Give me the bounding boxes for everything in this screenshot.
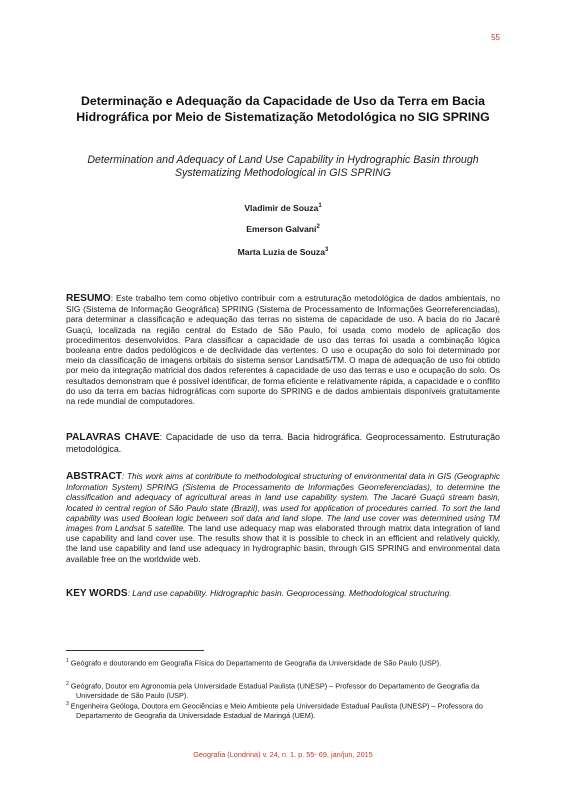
palavras-chave-text: : Capacidade de uso da terra. Bacia hidrográfica. Geoprocessamento. Estruturação metodológica. bbox=[66, 432, 500, 454]
author-name: Vladimir de Souza bbox=[244, 202, 319, 213]
keywords-label: KEY WORDS bbox=[66, 588, 128, 599]
footnote-marker: 2 bbox=[66, 681, 69, 687]
keywords-text: : Land use capability. Hidrographic basin. Geoprocessing. Methodological structuring. bbox=[127, 588, 452, 598]
author-footnote-ref: 3 bbox=[325, 247, 329, 253]
footnote-divider bbox=[66, 650, 204, 651]
footnote-1 bbox=[66, 657, 510, 668]
abstract-text-regular: The land use adequacy map was elaborated through matrix data integration of land use capability and land cover use. The results show that it is possible to check in an efficient and relatively quickly, the land use capability and land use adequacy in hydrographic basin, through GIS SPRING and environmental data available free on the worldwide web. bbox=[66, 523, 500, 564]
footnote-text: Engenheira Geóloga, Doutora em Geociências e Meio Ambiente pela Universidade Estadual Paulista (UNESP) – Professora do Departamento de Geografia da Universidade Estadual de Maringá (UEM). bbox=[68, 701, 483, 720]
resumo-text: : Este trabalho tem como objetivo contribuir com a estruturação metodológica de dados ambientais, no SIG (Sistema de Informação Geográfica) SPRING (Sistema de Processamento de Informações Georreferenciadas), para determinar a classificação e adequação das terras no sistema de capacidade de uso. A bacia do rio Jacaré Guaçú, localizada na região central do Estado de São Paulo, foi usada como modelo de aplicação dos procedimentos desenvolvidos. Para classificar a capacidade de uso das terras foi usada a combinação lógica booleana entre dados pedológicos e de declividade das vertentes. O uso e ocupação do solo foi determinado por meio da classificação de imagens orbitais do sistema sensor Landsat5/TM. O mapa de adequação de uso foi obtido por meio da integração matricial dos dados referentes à capacidade de uso das terras e uso e ocupação do solo. Os resultados demonstram que é possível identificar, de forma eficiente e relativamente rápida, a capacidade e o conflito do uso da terra em bacias hidrográficas com suporte do SPRING e de dados ambientais disponíveis gratuitamente na rede mundial de computadores. bbox=[66, 293, 500, 407]
author-name: Marta Luzia de Souza bbox=[237, 246, 326, 257]
abstract-text-italic: : This work aims at contribute to methodological structuring of environmental data in GIS (Geographic Information System) SPRING (Sistema de Processamento de Informações Georreferenciadas), to determine the classification and adequacy of agricultural areas in land use capability system. The Jacaré Guaçú stream basin, located in central region of São Paulo state (Brazil), was used for application of procedures carried. To sort the land capability was used Boolean logic between soil data and land slope. The land use cover was determined using TM images from Landsat 5 satellite. bbox=[66, 471, 500, 534]
footnote-marker: 1 bbox=[66, 658, 69, 664]
title-english: Determination and Adequacy of Land Use Capability in Hydrographic Basin through Systematizing Methodological in GIS SPRING bbox=[87, 154, 479, 179]
footnote-marker: 3 bbox=[66, 701, 69, 707]
author-1 bbox=[66, 201, 500, 214]
author-name: Emerson Galvani bbox=[246, 223, 317, 234]
author-footnote-ref: 1 bbox=[318, 203, 322, 209]
footnote-3 bbox=[66, 700, 510, 720]
palavras-chave-label: PALAVRAS CHAVE bbox=[66, 432, 160, 443]
journal-footer: Geografia (Londrina) v. 24, n. 1. p. 55- 69, jan/jun, 2015 bbox=[193, 750, 373, 759]
author-2 bbox=[66, 222, 500, 235]
title-portuguese: Determinação e Adequação da Capacidade de Uso da Terra em Bacia Hidrográfica por Meio de Sistematização Metodológica no SIG SPRING bbox=[76, 94, 490, 124]
author-footnote-ref: 2 bbox=[316, 224, 320, 230]
resumo-label: RESUMO bbox=[66, 293, 111, 304]
resumo-section bbox=[66, 293, 500, 406]
abstract-section bbox=[66, 471, 500, 564]
author-3 bbox=[66, 245, 500, 258]
page-number: 55 bbox=[491, 33, 500, 42]
abstract-label: ABSTRACT bbox=[66, 471, 123, 482]
keywords-section bbox=[66, 588, 500, 599]
footnote-2 bbox=[66, 680, 510, 700]
footnote-text: Geógrafo e doutorando em Geografia Física do Departamento de Geografia da Universidade de São Paulo (USP). bbox=[68, 658, 442, 668]
footnote-text: Geógrafo, Doutor em Agronomia pela Universidade Estadual Paulista (UNESP) – Professor do Departamento de Geografia da Universidade de São Paulo (USP). bbox=[68, 681, 480, 700]
palavras-chave-section bbox=[66, 432, 500, 455]
